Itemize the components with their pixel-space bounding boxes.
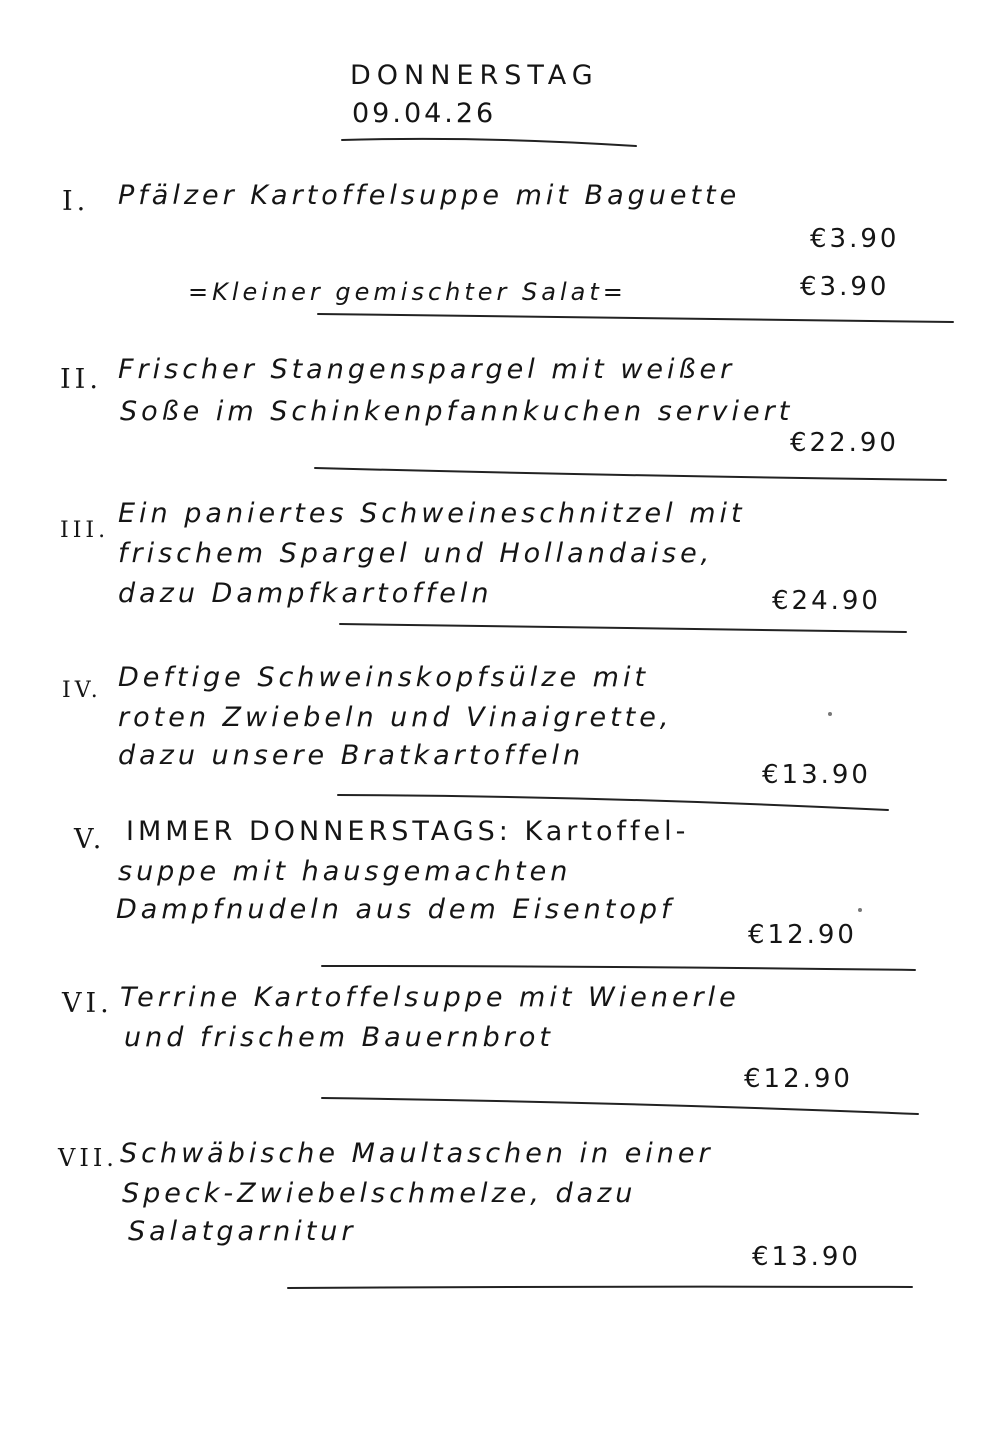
item-price: €24.90 bbox=[772, 586, 881, 616]
item-line: Schwäbische Maultaschen in einer bbox=[120, 1138, 714, 1169]
item-extra: =Kleiner gemischter Salat= bbox=[188, 278, 627, 306]
item-line: Pfälzer Kartoffelsuppe mit Baguette bbox=[118, 180, 741, 211]
item-line: Dampfnudeln aus dem Eisentopf bbox=[116, 894, 675, 925]
item-line: IMMER DONNERSTAGS: Kartoffel- bbox=[126, 816, 690, 847]
item-price: €22.90 bbox=[790, 428, 899, 458]
item-numeral: III. bbox=[60, 518, 110, 543]
item-line: Terrine Kartoffelsuppe mit Wienerle bbox=[120, 982, 740, 1013]
item-price: €3.90 bbox=[810, 224, 900, 254]
item-extra-price: €3.90 bbox=[800, 272, 890, 302]
scan-speck bbox=[858, 908, 862, 912]
item-line: frischem Spargel und Hollandaise, bbox=[118, 538, 714, 569]
item-line: Frischer Stangenspargel mit weißer bbox=[118, 354, 736, 385]
item-line: Speck-Zwiebelschmelze, dazu bbox=[122, 1178, 637, 1209]
item-line: dazu Dampfkartoffeln bbox=[118, 578, 493, 609]
item-line: dazu unsere Bratkartoffeln bbox=[118, 740, 585, 771]
menu-day: DONNERSTAG bbox=[350, 60, 599, 91]
item-numeral: II. bbox=[60, 364, 102, 395]
item-numeral: V. bbox=[74, 824, 106, 855]
item-numeral: VI. bbox=[62, 988, 113, 1019]
item-line: Salatgarnitur bbox=[128, 1216, 357, 1247]
menu-date: 09.04.26 bbox=[352, 98, 497, 129]
item-price: €13.90 bbox=[762, 760, 871, 790]
item-line: suppe mit hausgemachten bbox=[118, 856, 572, 887]
item-line: roten Zwiebeln und Vinaigrette, bbox=[118, 702, 673, 733]
item-line: Ein paniertes Schweineschnitzel mit bbox=[118, 498, 746, 529]
item-numeral: IV. bbox=[62, 678, 102, 703]
item-line: und frischem Bauernbrot bbox=[124, 1022, 554, 1053]
item-price: €13.90 bbox=[752, 1242, 861, 1272]
item-line: Soße im Schinkenpfannkuchen serviert bbox=[120, 396, 794, 427]
item-price: €12.90 bbox=[744, 1064, 853, 1094]
item-numeral: VII. bbox=[58, 1144, 118, 1172]
item-numeral: I. bbox=[62, 186, 90, 217]
item-price: €12.90 bbox=[748, 920, 857, 950]
item-line: Deftige Schweinskopfsülze mit bbox=[118, 662, 650, 693]
scan-speck bbox=[828, 712, 832, 716]
